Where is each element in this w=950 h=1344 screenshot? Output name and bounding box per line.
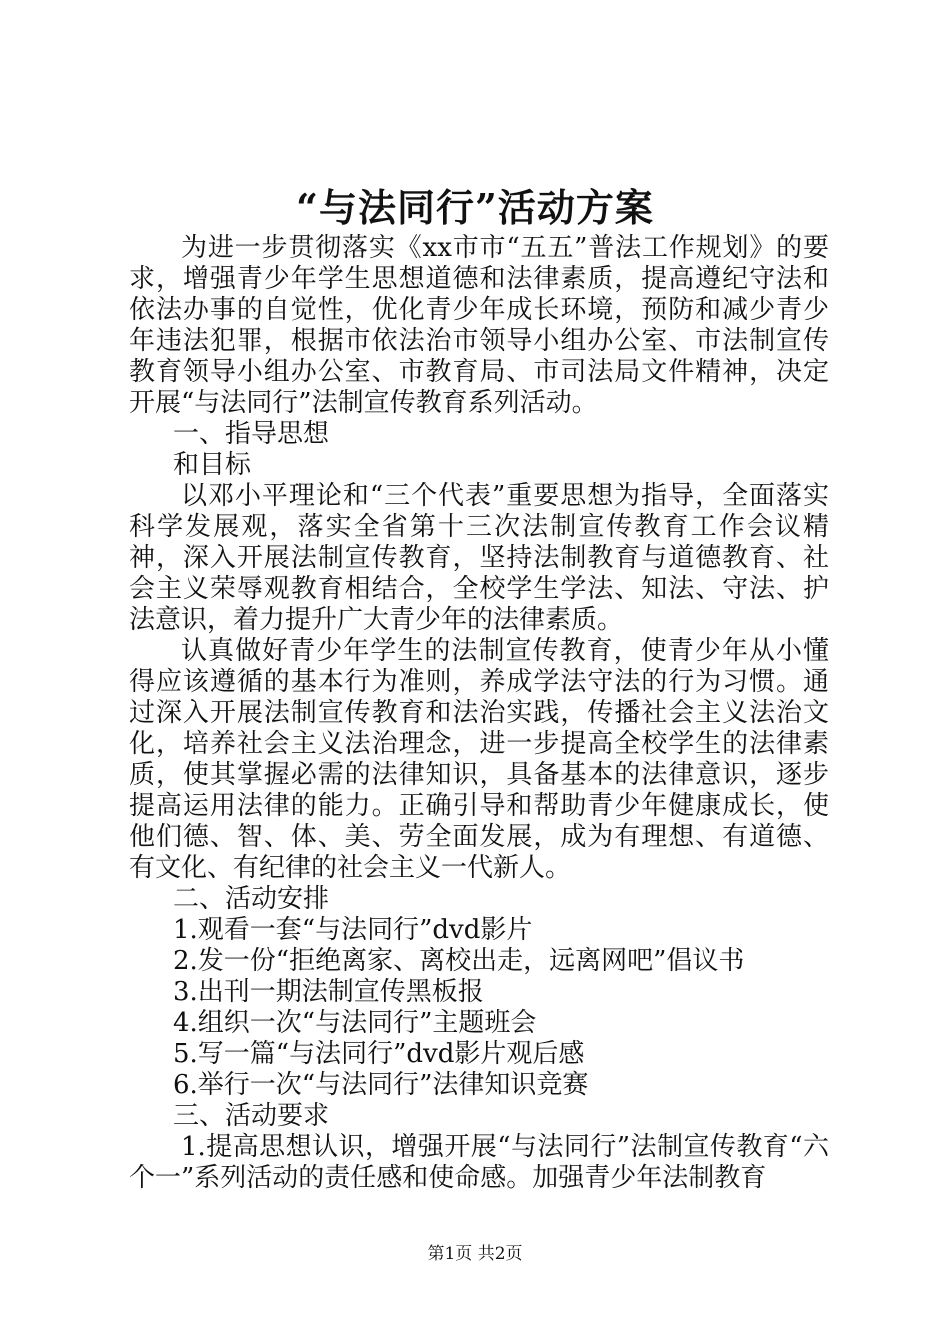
activity-item-3: 3.出刊一期法制宣传黑板报 [173, 977, 484, 1007]
activity-item-6: 6.举行一次“与法同行”法律知识竞赛 [173, 1070, 589, 1100]
page-footer: 第1页 共2页 [427, 1244, 523, 1264]
document-title: “与法同行”活动方案 [296, 185, 654, 230]
section-2-heading: 二、活动安排 [173, 884, 330, 914]
activity-item-5: 5.写一篇“与法同行”dvd影片观后感 [173, 1039, 585, 1069]
activity-item-1: 1.观看一套“与法同行”dvd影片 [173, 915, 533, 945]
section-1-paragraph-2: 认真做好青少年学生的法制宣传教育，使青少年从小懂得应该遵循的基本行为准则，养成学法守法的行为习惯。通过深入开展法制宣传教育和法治实践，传播社会主义法治文化，培养社会主义法治理念，进一步提高全校学生的法律素质，使其掌握必需的法律知识，具备基本的法律意识，逐步提高运用法律的能力。正确引导和帮助青少年健康成长，使他们德、智、体、美、劳全面发展，成为有理想、有道德、有文化、有纪律的社会主义一代新人。 [129, 636, 829, 883]
document-body [129, 233, 829, 1194]
section-1-heading-continued: 和目标 [173, 450, 252, 480]
section-1-heading: 一、指导思想 [173, 419, 330, 449]
intro-paragraph: 为进一步贯彻落实《xx市市“五五”普法工作规划》的要求，增强青少年学生思想道德和法律素质，提高遵纪守法和依法办事的自觉性，优化青少年成长环境，预防和减少青少年违法犯罪，根据市依法治市领导小组办公室、市法制宣传教育领导小组办公室、市教育局、市司法局文件精神，决定开展“与法同行”法制宣传教育系列活动。 [129, 233, 829, 418]
activity-item-2: 2.发一份“拒绝离家、离校出走，远离网吧”倡议书 [173, 946, 745, 976]
section-1-paragraph-1: 以邓小平理论和“三个代表”重要思想为指导，全面落实科学发展观，落实全省第十三次法制宣传教育工作会议精神，深入开展法制宣传教育，坚持法制教育与道德教育、社会主义荣辱观教育相结合，全校学生学法、知法、守法、护法意识，着力提升广大青少年的法律素质。 [129, 481, 829, 635]
section-3-paragraph-1: 1.提高思想认识，增强开展“与法同行”法制宣传教育“六个一”系列活动的责任感和使命感。加强青少年法制教育 [129, 1132, 829, 1193]
activity-item-4: 4.组织一次“与法同行”主题班会 [173, 1008, 537, 1038]
section-3-heading: 三、活动要求 [173, 1101, 330, 1131]
